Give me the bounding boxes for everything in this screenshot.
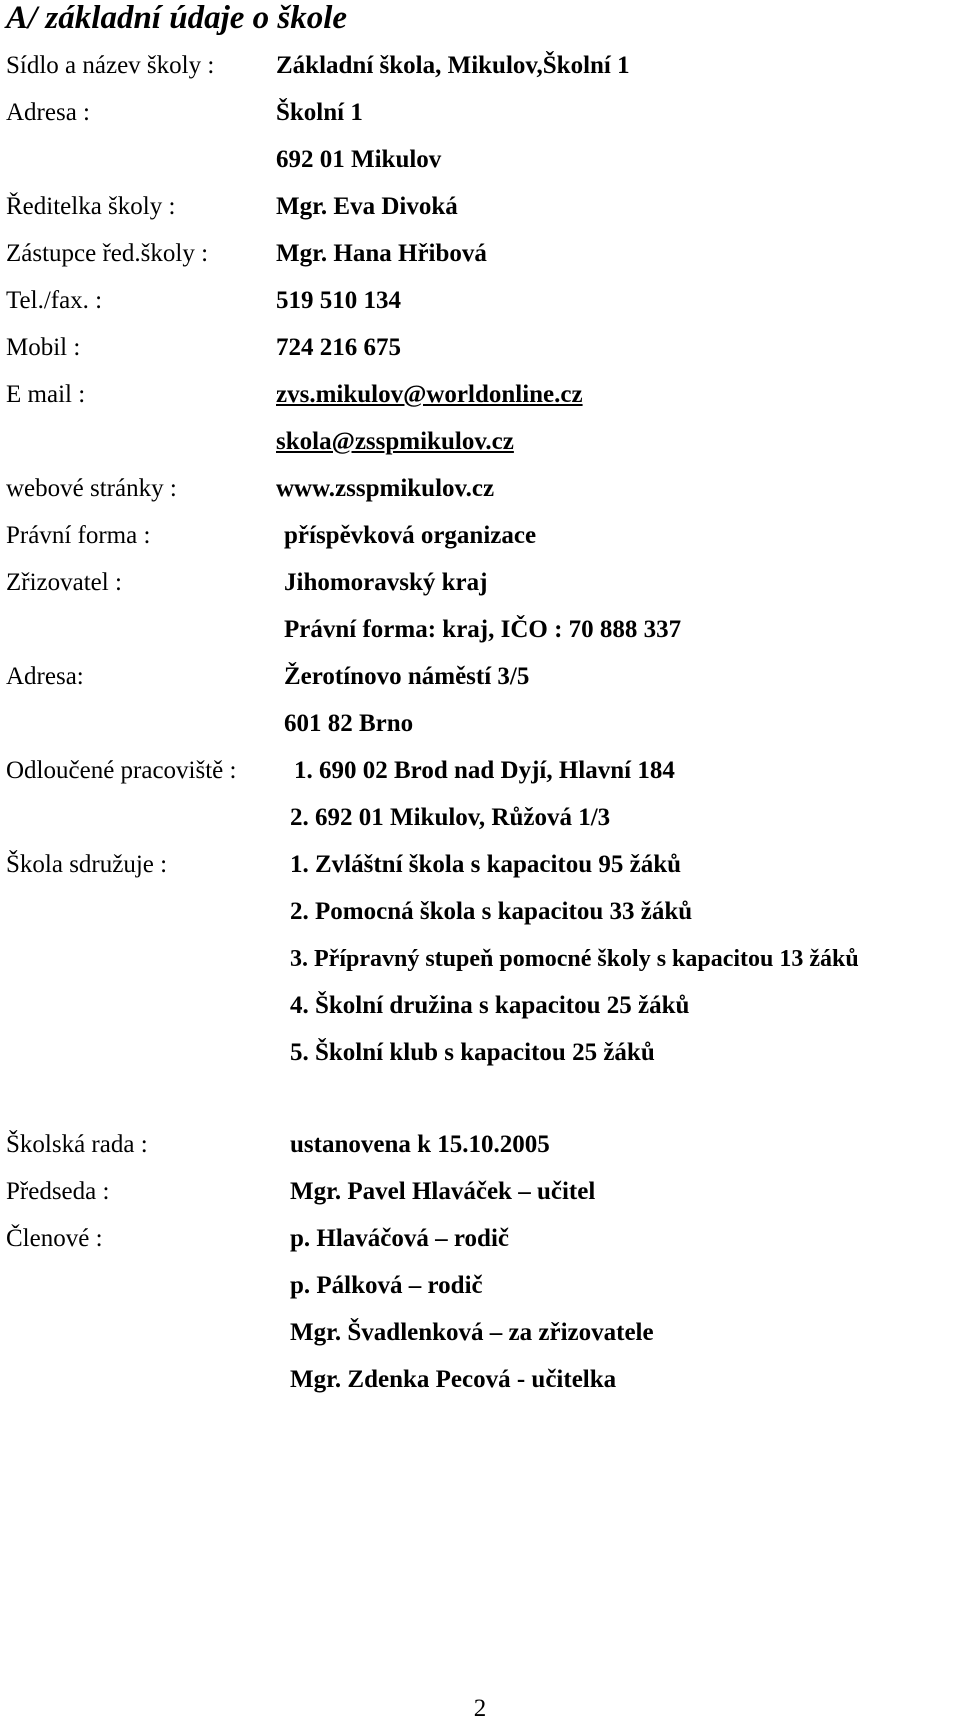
row-founder-address bbox=[0, 657, 960, 697]
row-value: Jihomoravský kraj bbox=[284, 569, 488, 596]
row-legal-form bbox=[0, 516, 960, 556]
row-address-city bbox=[0, 140, 960, 180]
row-value: p. Hlaváčová – rodič bbox=[290, 1225, 509, 1252]
row-school-name bbox=[0, 46, 960, 86]
row-label: Právní forma : bbox=[6, 522, 151, 549]
row-includes-2 bbox=[0, 892, 960, 932]
row-value: 519 510 134 bbox=[276, 287, 401, 314]
section-heading: A/ základní údaje o škole bbox=[6, 0, 348, 36]
row-phone bbox=[0, 281, 960, 321]
row-value: 1. 690 02 Brod nad Dyjí, Hlavní 184 bbox=[294, 757, 675, 784]
row-value: 2. 692 01 Mikulov, Růžová 1/3 bbox=[290, 804, 611, 831]
row-label: Zástupce řed.školy : bbox=[6, 240, 209, 267]
row-founder-city bbox=[0, 704, 960, 744]
row-value: Základní škola, Mikulov,Školní 1 bbox=[276, 52, 630, 79]
row-value: Mgr. Švadlenková – za zřizovatele bbox=[290, 1319, 654, 1346]
row-value: Školní 1 bbox=[276, 99, 363, 126]
row-members-3 bbox=[0, 1313, 960, 1353]
row-branch-1 bbox=[0, 751, 960, 791]
row-value: 601 82 Brno bbox=[284, 710, 414, 737]
row-value: Mgr. Eva Divoká bbox=[276, 193, 458, 220]
row-value: 692 01 Mikulov bbox=[276, 146, 442, 173]
row-value: Mgr. Hana Hřibová bbox=[276, 240, 487, 267]
row-label: E mail : bbox=[6, 381, 86, 408]
row-includes-1 bbox=[0, 845, 960, 885]
row-value: příspěvková organizace bbox=[284, 522, 537, 549]
website-value: www.zsspmikulov.cz bbox=[276, 475, 495, 502]
row-deputy bbox=[0, 234, 960, 274]
row-value: Žerotínovo náměstí 3/5 bbox=[284, 663, 530, 690]
row-value: 724 216 675 bbox=[276, 334, 401, 361]
row-includes-5 bbox=[0, 1033, 960, 1073]
row-includes-3 bbox=[0, 939, 960, 979]
row-label: Mobil : bbox=[6, 334, 81, 361]
row-website bbox=[0, 469, 960, 509]
row-email bbox=[0, 375, 960, 415]
row-branch-2 bbox=[0, 798, 960, 838]
row-mobile bbox=[0, 328, 960, 368]
row-value: Právní forma: kraj, IČO : 70 888 337 bbox=[284, 616, 682, 643]
row-founder bbox=[0, 563, 960, 603]
row-label: Škola sdružuje : bbox=[6, 851, 168, 878]
row-label: Předseda : bbox=[6, 1178, 110, 1205]
row-label: webové stránky : bbox=[6, 475, 177, 502]
row-label: Členové : bbox=[6, 1225, 103, 1252]
row-director bbox=[0, 187, 960, 227]
row-value: 5. Školní klub s kapacitou 25 žáků bbox=[290, 1039, 655, 1066]
row-label: Adresa : bbox=[6, 99, 90, 126]
page-number: 2 bbox=[473, 1695, 487, 1722]
row-label: Zřizovatel : bbox=[6, 569, 122, 596]
row-value: 2. Pomocná škola s kapacitou 33 žáků bbox=[290, 898, 693, 925]
row-value: ustanovena k 15.10.2005 bbox=[290, 1131, 550, 1158]
row-includes-4 bbox=[0, 986, 960, 1026]
row-address bbox=[0, 93, 960, 133]
row-value: Mgr. Zdenka Pecová - učitelka bbox=[290, 1366, 617, 1393]
email-link[interactable]: skola@zsspmikulov.cz bbox=[276, 428, 514, 455]
row-value: 3. Přípravný stupeň pomocné školy s kapacitou 13 žáků bbox=[290, 946, 859, 972]
row-members-4 bbox=[0, 1360, 960, 1400]
row-founder-legal bbox=[0, 610, 960, 650]
row-email-2 bbox=[0, 422, 960, 462]
row-label: Tel./fax. : bbox=[6, 287, 103, 314]
email-link[interactable]: zvs.mikulov@worldonline.cz bbox=[276, 381, 583, 408]
row-chairman bbox=[0, 1172, 960, 1212]
row-label: Odloučené pracoviště : bbox=[6, 757, 237, 784]
row-members-1 bbox=[0, 1219, 960, 1259]
row-value: Mgr. Pavel Hlaváček – učitel bbox=[290, 1178, 596, 1205]
row-members-2 bbox=[0, 1266, 960, 1306]
row-label: Adresa: bbox=[6, 663, 84, 690]
row-label: Školská rada : bbox=[6, 1131, 148, 1158]
row-label: Sídlo a název školy : bbox=[6, 52, 215, 79]
row-school-board bbox=[0, 1125, 960, 1165]
row-value: 4. Školní družina s kapacitou 25 žáků bbox=[290, 992, 690, 1019]
row-label: Ředitelka školy : bbox=[6, 193, 176, 220]
row-value: 1. Zvláštní škola s kapacitou 95 žáků bbox=[290, 851, 682, 878]
row-value: p. Pálková – rodič bbox=[290, 1272, 483, 1299]
